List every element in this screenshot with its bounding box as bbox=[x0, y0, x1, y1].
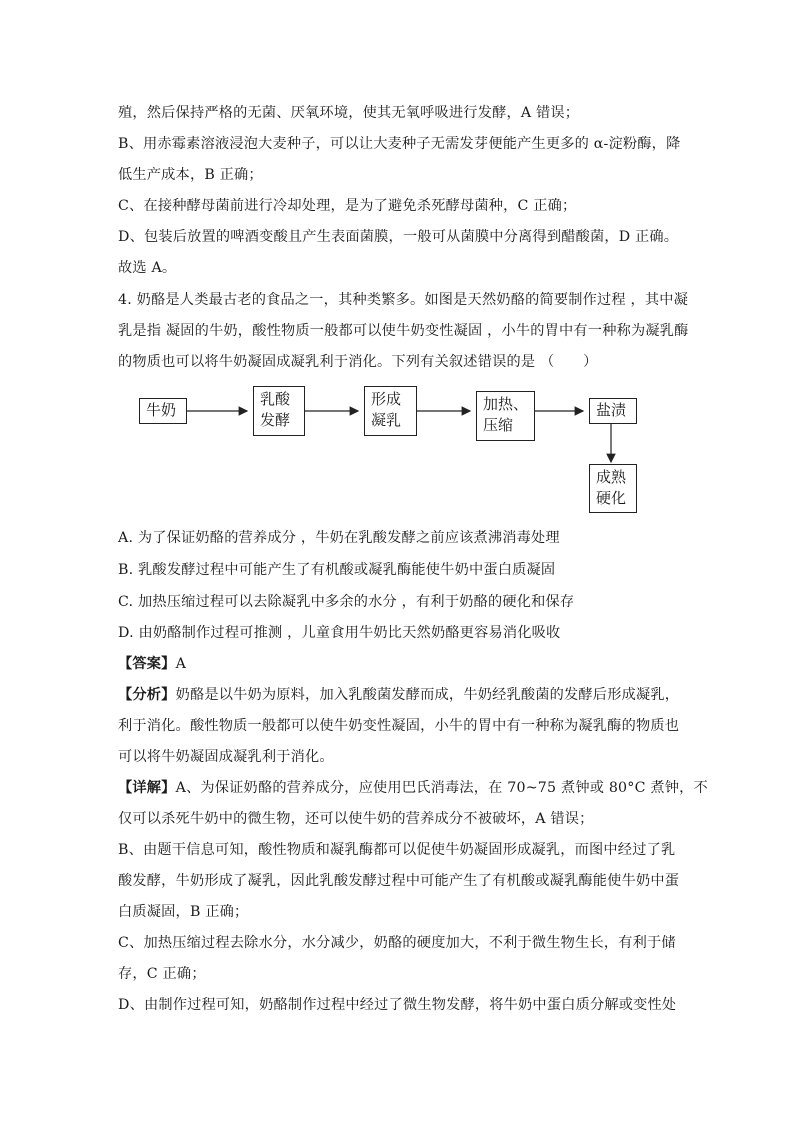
analysis-line: 可以将牛奶凝固成凝乳利于消化。 bbox=[118, 749, 334, 765]
detail-line bbox=[118, 778, 708, 798]
step-label-line: 硬化 bbox=[596, 489, 627, 507]
step-label-line: 形成 bbox=[371, 390, 402, 408]
detail-text: A、为保证奶酪的营养成分，应使用巴氏消毒法，在 70~75 煮钟或 80°C 煮钟，不 bbox=[175, 780, 708, 796]
answer-line bbox=[118, 654, 186, 674]
answer-label: 【答案】 bbox=[118, 656, 176, 672]
detail-line: C、加热压缩过程去除水分，水分减少，奶酪的硬度加大，不利于微生物生长，有利于储 bbox=[118, 935, 676, 951]
text-line: D、包装后放置的啤酒变酸且产生表面菌膜，一般可从菌膜中分离得到醋酸菌，D 正确。 bbox=[118, 229, 679, 245]
analysis-line bbox=[118, 685, 679, 705]
step-label-line: 加热、 bbox=[483, 395, 529, 413]
option-c: C. 加热压缩过程可以去除凝乳中多余的水分 ，有利于奶酪的硬化和保存 bbox=[118, 594, 575, 610]
step-label-line: 压缩 bbox=[483, 416, 514, 434]
text-line: B、用赤霉素溶液浸泡大麦种子，可以让大麦种子无需发芽便能产生更多的 α-淀粉酶，降 bbox=[118, 136, 681, 152]
question-stem-line: 4. 奶酪是人类最古老的食品之一，其种类繁多。如图是天然奶酪的简要制作过程 ，其中凝 bbox=[118, 292, 689, 308]
step-heat-press bbox=[476, 391, 535, 441]
step-label-line: 成熟 bbox=[596, 468, 627, 486]
detail-line: 酸发酵，牛奶形成了凝乳，因此乳酸发酵过程中可能产生了有机酸或凝乳酶能使牛奶中蛋 bbox=[118, 873, 680, 889]
detail-line: 白质凝固，B 正确； bbox=[118, 904, 249, 920]
detail-line: 仅可以杀死牛奶中的微生物，还可以使牛奶的营养成分不被破坏，A 错误； bbox=[118, 811, 594, 827]
analysis-label: 【分析】 bbox=[118, 687, 176, 703]
option-b: B. 乳酸发酵过程中可能产生了有机酸或凝乳酶能使牛奶中蛋白质凝固 bbox=[118, 562, 556, 578]
step-mature-harden bbox=[589, 464, 637, 513]
step-salting bbox=[589, 398, 637, 424]
step-milk bbox=[139, 398, 187, 424]
text-line: C、在接种酵母菌前进行冷却处理，是为了避免杀死酵母菌种，C 正确； bbox=[118, 198, 577, 214]
step-label-line: 发酵 bbox=[260, 411, 291, 429]
analysis-line: 利于消化。酸性物质一般都可以使牛奶变性凝固，小牛的胃中有一种称为凝乳酶的物质也 bbox=[118, 718, 680, 734]
question-stem-line: 乳是指 凝固的牛奶，酸性物质一般都可以使牛奶变性凝固 ，小牛的胃中有一种称为凝乳酶 bbox=[118, 323, 689, 339]
detail-line: 存，C 正确； bbox=[118, 966, 206, 982]
question-stem-line: 的物质也可以将牛奶凝固成凝乳利于消化。下列有关叙述错误的是 （ ） bbox=[118, 354, 598, 370]
detail-line: D、由制作过程可知，奶酪制作过程中经过了微生物发酵，将牛奶中蛋白质分解或变性处 bbox=[118, 997, 677, 1013]
step-lactic-fermentation bbox=[253, 386, 305, 436]
step-milk-label: 牛奶 bbox=[146, 401, 177, 419]
option-a: A. 为了保证奶酪的营养成分 ，牛奶在乳酸发酵之前应该煮沸消毒处理 bbox=[118, 530, 560, 546]
step-form-curd bbox=[364, 386, 417, 436]
detail-label: 【详解】 bbox=[118, 780, 176, 796]
step-salting-label: 盐渍 bbox=[596, 401, 627, 419]
option-d: D. 由奶酪制作过程可推测 ，儿童食用牛奶比天然奶酪更容易消化吸收 bbox=[118, 625, 561, 641]
text-line: 故选 A。 bbox=[118, 260, 177, 276]
analysis-text: 奶酪是以牛奶为原料，加入乳酸菌发酵而成，牛奶经乳酸菌的发酵后形成凝乳， bbox=[175, 687, 680, 703]
detail-line: B、由题干信息可知，酸性物质和凝乳酶都可以促使牛奶凝固形成凝乳，而图中经过了乳 bbox=[118, 842, 676, 858]
text-line: 低生产成本，B 正确； bbox=[118, 167, 263, 183]
answer-value: A bbox=[175, 656, 187, 672]
step-label-line: 凝乳 bbox=[371, 411, 402, 429]
step-label-line: 乳酸 bbox=[260, 390, 291, 408]
text-line: 殖，然后保持严格的无菌、厌氧环境，使其无氧呼吸进行发酵，A 错误； bbox=[118, 105, 580, 121]
